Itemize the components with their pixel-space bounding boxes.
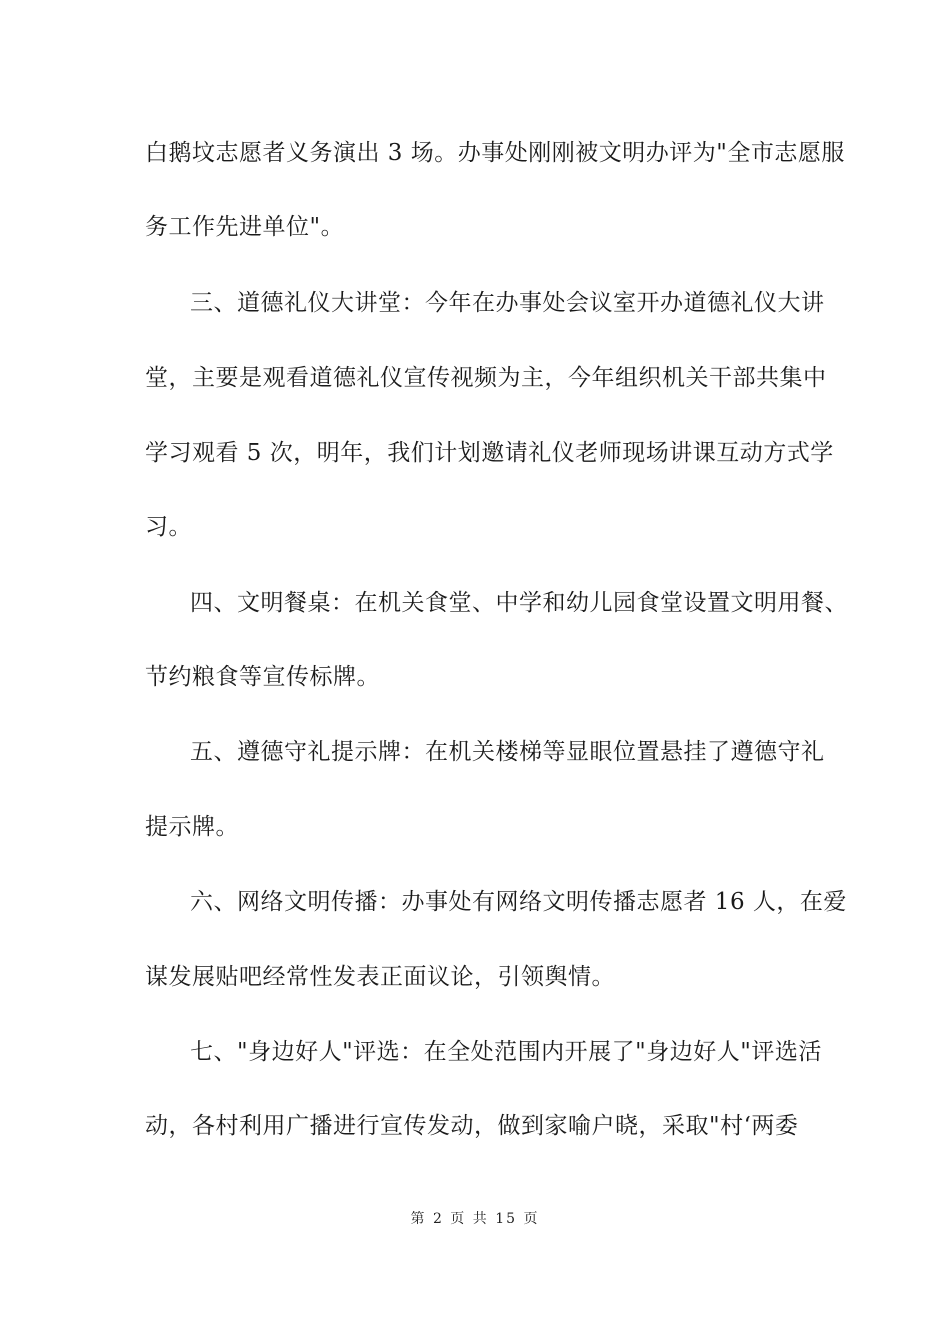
section-heading-line: 六、网络文明传播：办事处有网络文明传播志愿者 16 人，在爱 (190, 889, 847, 915)
section-heading-line: 三、道德礼仪大讲堂：今年在办事处会议室开办道德礼仪大讲 (190, 290, 825, 316)
paragraph-line: 学习观看 5 次，明年，我们计划邀请礼仪老师现场讲课互动方式学 (145, 440, 834, 466)
paragraph-line: 白鹅坟志愿者义务演出 3 场。办事处刚刚被文明办评为"全市志愿服 (145, 140, 845, 166)
paragraph-line: 提示牌。 (145, 814, 239, 840)
section-heading-line: 五、遵德守礼提示牌：在机关楼梯等显眼位置悬挂了遵德守礼 (190, 739, 825, 765)
paragraph-line: 务工作先进单位"。 (145, 214, 345, 240)
section-heading-line: 四、文明餐桌：在机关食堂、中学和幼儿园食堂设置文明用餐、 (190, 590, 848, 616)
paragraph-line: 习。 (145, 514, 192, 540)
paragraph-line: 谋发展贴吧经常性发表正面议论，引领舆情。 (145, 964, 615, 990)
paragraph-line: 节约粮食等宣传标牌。 (145, 664, 380, 690)
paragraph-line: 堂，主要是观看道德礼仪宣传视频为主，今年组织机关干部共集中 (145, 365, 827, 391)
section-heading-line: 七、"身边好人"评选：在全处范围内开展了"身边好人"评选活 (190, 1039, 822, 1065)
page-number-footer: 第 2 页 共 15 页 (410, 1211, 540, 1227)
paragraph-line: 动，各村利用广播进行宣传发动，做到家喻户晓，采取"村‘两委 (145, 1113, 799, 1139)
